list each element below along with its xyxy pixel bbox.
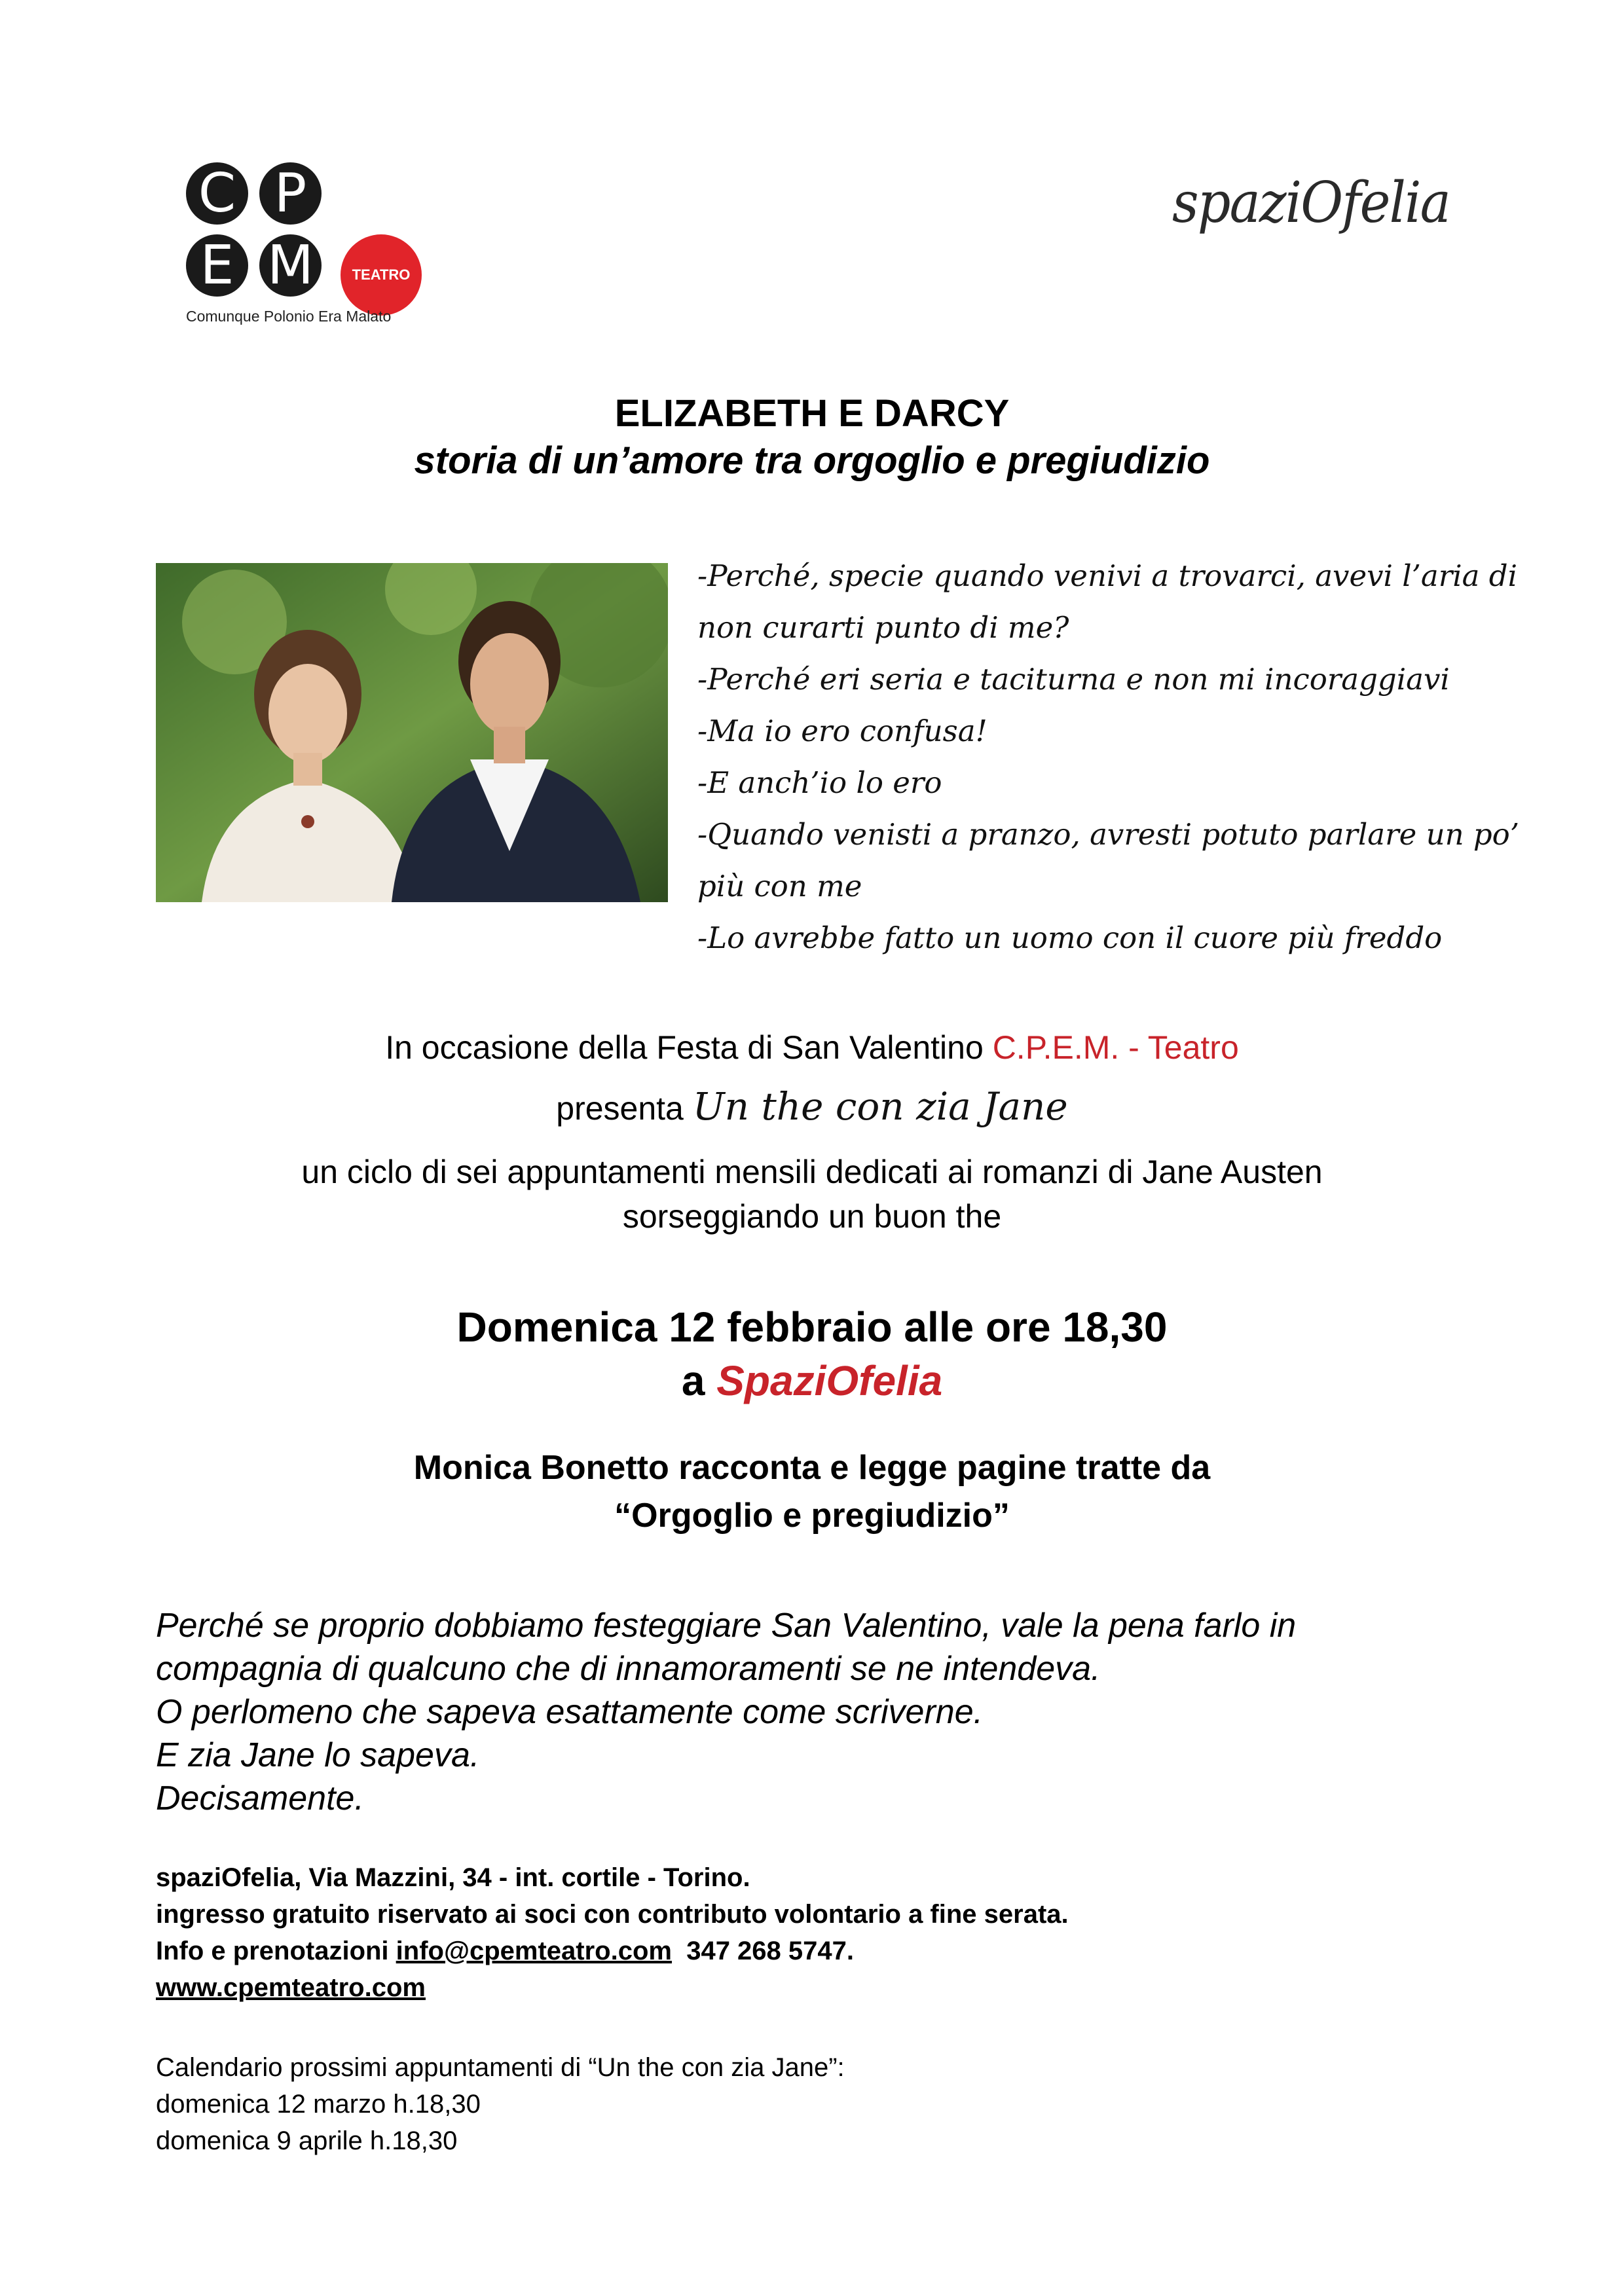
photo-illustration <box>156 563 668 902</box>
page-title: ELIZABETH E DARCY <box>614 392 1010 435</box>
website-link[interactable]: www.cpemteatro.com <box>156 1973 426 2002</box>
calendar-heading: Calendario prossimi appuntamenti di “Un the con zia Jane”: <box>156 2053 845 2082</box>
dialogue-line: più con me <box>697 869 862 903</box>
dialogue-line: -Perché, specie quando venivi a trovarci, avevi l’aria di <box>697 558 1517 593</box>
entry-line: ingresso gratuito riservato ai soci con contributo volontario a fine serata. <box>156 1900 1069 1929</box>
series-description: un ciclo di sei appuntamenti mensili dedicati ai romanzi di Jane Austen <box>301 1154 1323 1190</box>
venue-info <box>156 1859 1531 2006</box>
reading-line-2: “Orgoglio e pregiudizio” <box>614 1497 1010 1535</box>
dialogue-line: -Perché eri seria e taciturna e non mi incoraggiavi <box>697 662 1450 697</box>
page-subtitle: storia di un’amore tra orgoglio e pregiudizio <box>414 439 1210 482</box>
quote-line: Decisamente. <box>156 1779 364 1817</box>
quote-line: O perlomeno che sapeva esattamente come scriverne. <box>156 1693 984 1731</box>
booking-label: Info e prenotazioni <box>156 1937 389 1965</box>
quote-line: compagnia di qualcuno che di innamoramenti se ne intendeva. <box>156 1650 1101 1688</box>
occasion-text: In occasione della Festa di San Valentino <box>385 1029 984 1066</box>
event-venue-line <box>0 1357 1624 1405</box>
logo-teatro-badge: TEATRO <box>341 234 422 316</box>
dialogue-line: -Ma io ero confusa! <box>697 714 987 748</box>
phone-number: 347 268 5747. <box>686 1937 855 1965</box>
presenta-line <box>0 1084 1624 1129</box>
spaziofelia-logo: spaziOfelia <box>1172 170 1450 236</box>
event-name: Un the con zia Jane <box>692 1084 1068 1129</box>
dialogue-line: -E anch’io lo ero <box>697 765 942 800</box>
logo-letter-c: C <box>186 162 248 225</box>
dialogue-excerpt <box>697 550 1520 964</box>
occasion-line <box>0 1028 1624 1067</box>
event-date: Domenica 12 febbraio alle ore 18,30 <box>456 1303 1168 1351</box>
quote-line: Perché se proprio dobbiamo festeggiare San Valentino, vale la pena farlo in <box>156 1607 1297 1645</box>
logo-letter-m: M <box>259 234 322 297</box>
booking-line <box>156 1933 1531 1969</box>
calendar-date: domenica 9 aprile h.18,30 <box>156 2126 458 2155</box>
dialogue-line: -Lo avrebbe fatto un uomo con il cuore più freddo <box>697 920 1443 955</box>
organizer-name: C.P.E.M. - Teatro <box>992 1029 1239 1066</box>
dialogue-line: non curarti punto di me? <box>697 610 1069 645</box>
reading-line-1: Monica Bonetto racconta e legge pagine tratte da <box>413 1449 1211 1487</box>
venue-prefix: a <box>681 1357 705 1404</box>
series-description-2: sorseggiando un buon the <box>622 1198 1002 1235</box>
quote-line: E zia Jane lo sapeva. <box>156 1736 480 1774</box>
cpem-logo <box>183 156 426 333</box>
calendar-date: domenica 12 marzo h.18,30 <box>156 2090 481 2119</box>
presenta-word: presenta <box>556 1090 684 1127</box>
logo-letter-p: P <box>259 162 322 225</box>
elizabeth-darcy-photo <box>156 563 668 902</box>
logo-tagline: Comunque Polonio Era Malato <box>186 308 392 325</box>
venue-name: SpaziOfelia <box>716 1357 943 1404</box>
email-link[interactable]: info@cpemteatro.com <box>396 1937 672 1965</box>
quote-paragraph <box>156 1604 1531 1820</box>
logo-letter-e: E <box>186 234 248 297</box>
dialogue-line: -Quando venisti a pranzo, avresti potuto parlare un po’ <box>697 817 1520 852</box>
address-line: spaziOfelia, Via Mazzini, 34 - int. cortile - Torino. <box>156 1863 750 1892</box>
calendar <box>156 2049 1531 2159</box>
